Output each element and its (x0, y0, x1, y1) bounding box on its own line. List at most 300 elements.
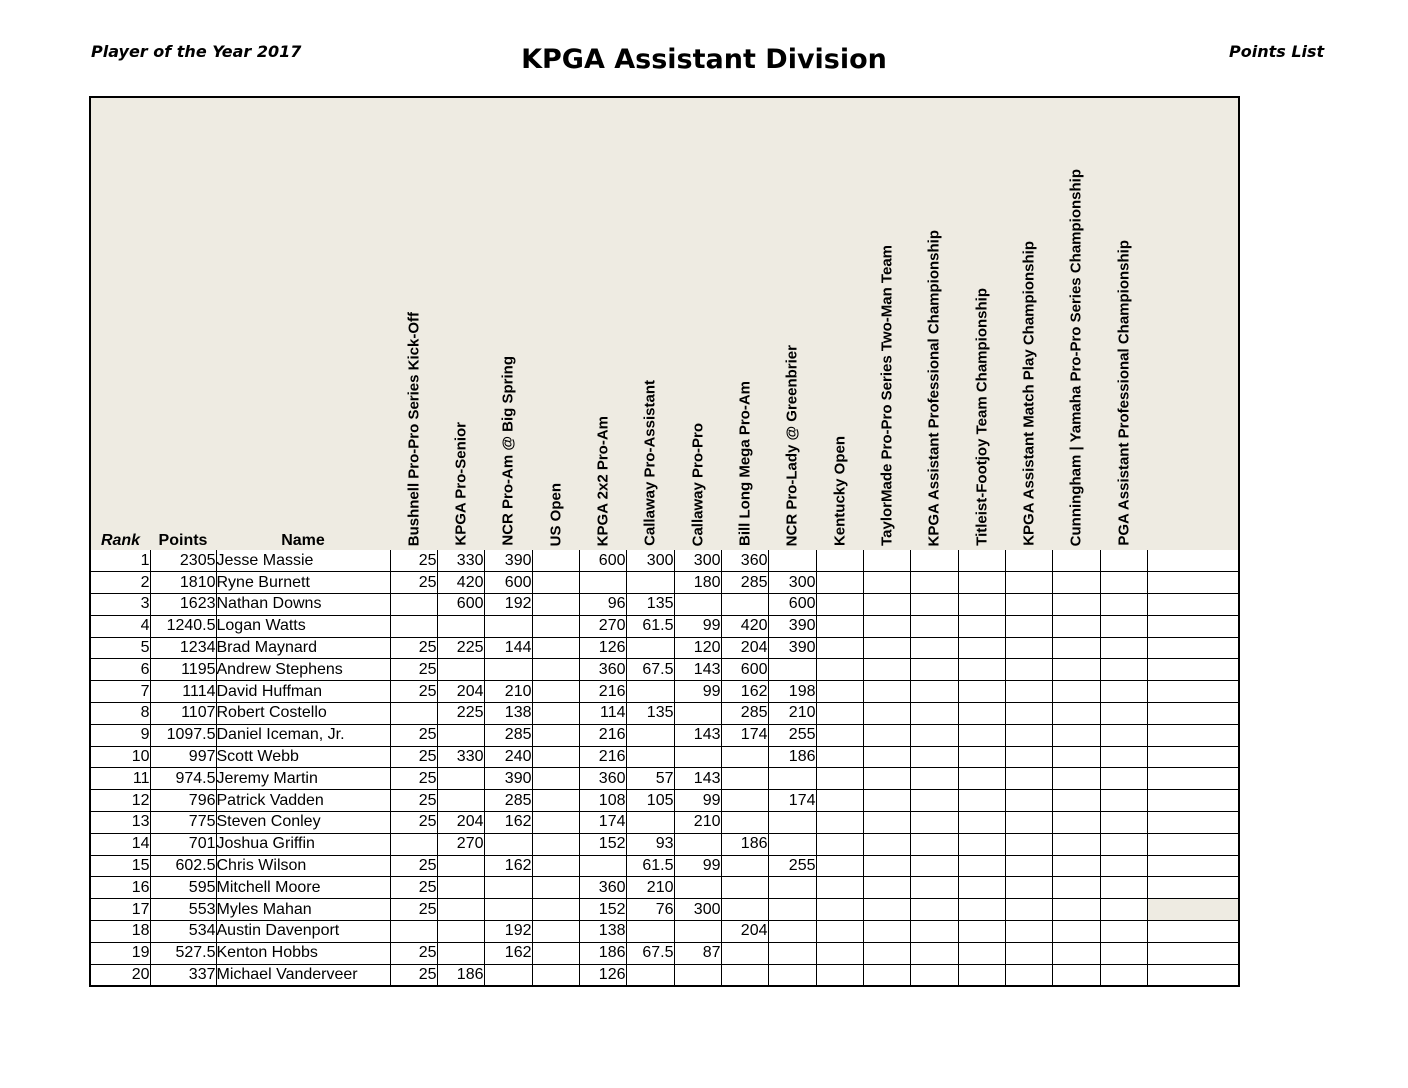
event-column-header (532, 97, 579, 550)
name-column-header: Name (216, 97, 390, 550)
score-cell (721, 942, 768, 964)
score-cell: 600 (484, 572, 532, 594)
event-column-header (768, 97, 816, 550)
rank-cell: 8 (90, 703, 150, 725)
score-cell (958, 681, 1005, 703)
score-cell (958, 572, 1005, 594)
score-cell (1052, 768, 1100, 790)
table-header-row (90, 97, 1239, 550)
score-cell (532, 877, 579, 899)
score-cell (816, 768, 863, 790)
rank-cell: 2 (90, 572, 150, 594)
score-cell (816, 572, 863, 594)
score-cell (1100, 703, 1147, 725)
score-cell (768, 659, 816, 681)
score-cell (863, 703, 910, 725)
score-cell (863, 942, 910, 964)
score-cell (1100, 833, 1147, 855)
score-cell (1100, 659, 1147, 681)
score-cell (674, 877, 721, 899)
score-cell (1005, 812, 1052, 834)
player-name-cell: Scott Webb (216, 746, 390, 768)
row-spacer-cell (1147, 724, 1239, 746)
score-cell (532, 659, 579, 681)
score-cell (816, 790, 863, 812)
score-cell (1052, 724, 1100, 746)
score-cell (910, 594, 958, 616)
score-cell (910, 921, 958, 943)
points-table (89, 96, 1240, 987)
score-cell (1005, 550, 1052, 572)
score-cell (768, 833, 816, 855)
table-row (90, 550, 1239, 572)
score-cell: 25 (390, 724, 437, 746)
row-spacer-cell (1147, 703, 1239, 725)
points-cell: 974.5 (150, 768, 216, 790)
score-cell (768, 942, 816, 964)
score-cell (626, 812, 674, 834)
score-cell: 120 (674, 637, 721, 659)
rank-cell: 11 (90, 768, 150, 790)
score-cell: 144 (484, 637, 532, 659)
event-column-label: Callaway Pro-Assistant (641, 380, 659, 546)
rank-cell: 10 (90, 746, 150, 768)
event-column-label: KPGA Pro-Senior (452, 422, 469, 546)
score-cell: 204 (437, 812, 484, 834)
score-cell (816, 833, 863, 855)
score-cell (816, 942, 863, 964)
points-cell: 2305 (150, 550, 216, 572)
score-cell (437, 724, 484, 746)
points-cell: 1114 (150, 681, 216, 703)
points-column-header: Points (150, 97, 216, 550)
player-name-cell: Joshua Griffin (216, 833, 390, 855)
table-row (90, 681, 1239, 703)
points-cell: 1195 (150, 659, 216, 681)
score-cell (863, 724, 910, 746)
score-cell: 25 (390, 637, 437, 659)
rank-cell: 6 (90, 659, 150, 681)
rank-cell: 9 (90, 724, 150, 746)
score-cell (768, 899, 816, 921)
score-cell (1005, 637, 1052, 659)
score-cell (437, 921, 484, 943)
table-row (90, 812, 1239, 834)
score-cell (674, 594, 721, 616)
score-cell (1052, 899, 1100, 921)
score-cell (1052, 659, 1100, 681)
score-cell (910, 724, 958, 746)
points-cell: 1107 (150, 703, 216, 725)
score-cell: 420 (437, 572, 484, 594)
event-column-header (863, 97, 910, 550)
event-column-label: Bushnell Pro-Pro Series Kick-Off (405, 311, 422, 546)
score-cell: 57 (626, 768, 674, 790)
score-cell: 25 (390, 550, 437, 572)
score-cell (816, 724, 863, 746)
score-cell (437, 768, 484, 790)
score-cell (958, 659, 1005, 681)
score-cell (1100, 921, 1147, 943)
score-cell (484, 964, 532, 986)
score-cell (768, 877, 816, 899)
score-cell (863, 637, 910, 659)
score-cell: 25 (390, 877, 437, 899)
score-cell (532, 899, 579, 921)
score-cell (1005, 921, 1052, 943)
score-cell: 390 (768, 637, 816, 659)
score-cell: 99 (674, 855, 721, 877)
score-cell (390, 615, 437, 637)
score-cell (721, 855, 768, 877)
rank-cell: 19 (90, 942, 150, 964)
player-name-cell: Robert Costello (216, 703, 390, 725)
score-cell: 67.5 (626, 659, 674, 681)
score-cell (958, 942, 1005, 964)
score-cell (532, 812, 579, 834)
score-cell (958, 964, 1005, 986)
points-cell: 775 (150, 812, 216, 834)
score-cell: 300 (626, 550, 674, 572)
table-row (90, 659, 1239, 681)
row-spacer-cell (1147, 659, 1239, 681)
event-column-header (484, 97, 532, 550)
score-cell (768, 550, 816, 572)
table-row (90, 921, 1239, 943)
score-cell: 285 (484, 724, 532, 746)
score-cell (437, 790, 484, 812)
score-cell: 600 (721, 659, 768, 681)
table-row (90, 899, 1239, 921)
score-cell (958, 921, 1005, 943)
score-cell: 216 (579, 724, 626, 746)
event-column-label: TaylorMade Pro-Pro Series Two-Man Team (878, 245, 895, 546)
score-cell (437, 855, 484, 877)
score-cell: 225 (437, 637, 484, 659)
player-name-cell: Austin Davenport (216, 921, 390, 943)
score-cell (1052, 833, 1100, 855)
score-cell (674, 703, 721, 725)
event-column-label: KPGA Assistant Match Play Championship (1020, 241, 1037, 546)
score-cell: 210 (484, 681, 532, 703)
event-column-header (1100, 97, 1147, 550)
score-cell: 270 (437, 833, 484, 855)
score-cell: 255 (768, 855, 816, 877)
score-cell (863, 594, 910, 616)
score-cell: 186 (768, 746, 816, 768)
score-cell (768, 768, 816, 790)
table-row (90, 724, 1239, 746)
score-cell (910, 615, 958, 637)
score-cell: 25 (390, 659, 437, 681)
score-cell: 138 (484, 703, 532, 725)
score-cell (816, 877, 863, 899)
points-cell: 337 (150, 964, 216, 986)
row-spacer-cell (1147, 637, 1239, 659)
event-column-header (816, 97, 863, 550)
score-cell (863, 899, 910, 921)
score-cell: 25 (390, 964, 437, 986)
score-cell: 360 (579, 877, 626, 899)
row-spacer-cell (1147, 790, 1239, 812)
score-cell (1052, 746, 1100, 768)
score-cell (532, 572, 579, 594)
score-cell: 330 (437, 746, 484, 768)
score-cell: 210 (626, 877, 674, 899)
score-cell: 162 (484, 855, 532, 877)
score-cell (721, 877, 768, 899)
player-name-cell: Steven Conley (216, 812, 390, 834)
score-cell (1052, 637, 1100, 659)
score-cell: 210 (768, 703, 816, 725)
score-cell (816, 681, 863, 703)
score-cell: 87 (674, 942, 721, 964)
score-cell (958, 550, 1005, 572)
score-cell: 390 (484, 768, 532, 790)
player-name-cell: Brad Maynard (216, 637, 390, 659)
event-column-header (579, 97, 626, 550)
event-column-header (1005, 97, 1052, 550)
score-cell (1052, 594, 1100, 616)
score-cell (1100, 681, 1147, 703)
score-cell: 61.5 (626, 615, 674, 637)
score-cell (863, 921, 910, 943)
score-cell (1052, 877, 1100, 899)
event-column-label: Bill Long Mega Pro-Am (736, 381, 753, 546)
rank-cell: 20 (90, 964, 150, 986)
points-cell: 796 (150, 790, 216, 812)
score-cell: 186 (721, 833, 768, 855)
score-cell (1005, 768, 1052, 790)
score-cell: 300 (674, 550, 721, 572)
table-row (90, 942, 1239, 964)
score-cell: 225 (437, 703, 484, 725)
score-cell (910, 964, 958, 986)
score-cell (863, 768, 910, 790)
score-cell (721, 964, 768, 986)
event-column-header (958, 97, 1005, 550)
score-cell (626, 637, 674, 659)
event-column-header (721, 97, 768, 550)
list-label: Points List (1229, 42, 1325, 61)
score-cell (958, 615, 1005, 637)
score-cell: 135 (626, 703, 674, 725)
points-cell: 1234 (150, 637, 216, 659)
points-cell: 1240.5 (150, 615, 216, 637)
score-cell (1100, 637, 1147, 659)
score-cell: 25 (390, 572, 437, 594)
score-cell: 126 (579, 637, 626, 659)
score-cell (437, 615, 484, 637)
score-cell (910, 855, 958, 877)
score-cell (626, 921, 674, 943)
score-cell (532, 790, 579, 812)
score-cell (910, 768, 958, 790)
score-cell (863, 550, 910, 572)
score-cell (532, 594, 579, 616)
event-column-label: NCR Pro-Am @ Big Spring (499, 356, 517, 546)
rank-cell: 14 (90, 833, 150, 855)
score-cell (1005, 703, 1052, 725)
table-row (90, 746, 1239, 768)
row-spacer-cell (1147, 572, 1239, 594)
player-name-cell: Ryne Burnett (216, 572, 390, 594)
score-cell: 360 (721, 550, 768, 572)
score-cell: 360 (579, 768, 626, 790)
score-cell (863, 964, 910, 986)
score-cell (532, 746, 579, 768)
score-cell (1100, 550, 1147, 572)
row-spacer-cell (1147, 877, 1239, 899)
rank-cell: 13 (90, 812, 150, 834)
table-row (90, 768, 1239, 790)
score-cell: 240 (484, 746, 532, 768)
score-cell (816, 899, 863, 921)
score-cell (1052, 855, 1100, 877)
score-cell (768, 964, 816, 986)
score-cell: 152 (579, 899, 626, 921)
rank-cell: 7 (90, 681, 150, 703)
points-cell: 553 (150, 899, 216, 921)
score-cell: 25 (390, 768, 437, 790)
score-cell: 162 (721, 681, 768, 703)
event-column-label: Kentucky Open (831, 435, 848, 546)
score-cell (532, 681, 579, 703)
player-name-cell: Andrew Stephens (216, 659, 390, 681)
score-cell (816, 550, 863, 572)
score-cell: 126 (579, 964, 626, 986)
score-cell: 330 (437, 550, 484, 572)
score-cell: 600 (437, 594, 484, 616)
score-cell (721, 812, 768, 834)
score-cell (1100, 615, 1147, 637)
score-cell (437, 942, 484, 964)
score-cell (958, 724, 1005, 746)
score-cell (910, 942, 958, 964)
score-cell (958, 637, 1005, 659)
event-column-header (674, 97, 721, 550)
score-cell (484, 659, 532, 681)
points-cell: 1097.5 (150, 724, 216, 746)
row-spacer-cell (1147, 594, 1239, 616)
score-cell (674, 833, 721, 855)
score-cell: 204 (721, 637, 768, 659)
score-cell: 186 (579, 942, 626, 964)
points-cell: 534 (150, 921, 216, 943)
score-cell: 192 (484, 594, 532, 616)
event-column-header (437, 97, 484, 550)
player-name-cell: Jeremy Martin (216, 768, 390, 790)
score-cell: 162 (484, 942, 532, 964)
event-column-label: PGA Assistant Professional Championship (1115, 240, 1132, 546)
score-cell: 99 (674, 681, 721, 703)
score-cell (863, 572, 910, 594)
row-spacer-cell (1147, 964, 1239, 986)
player-name-cell: Mitchell Moore (216, 877, 390, 899)
rank-cell: 15 (90, 855, 150, 877)
score-cell (863, 790, 910, 812)
score-cell (484, 615, 532, 637)
score-cell: 285 (484, 790, 532, 812)
points-cell: 997 (150, 746, 216, 768)
score-cell: 99 (674, 790, 721, 812)
row-spacer-cell (1147, 812, 1239, 834)
score-cell (532, 550, 579, 572)
score-cell: 67.5 (626, 942, 674, 964)
score-cell (910, 703, 958, 725)
score-cell (721, 768, 768, 790)
score-cell (1005, 942, 1052, 964)
score-cell: 300 (768, 572, 816, 594)
score-cell (626, 746, 674, 768)
table-row (90, 964, 1239, 986)
score-cell: 61.5 (626, 855, 674, 877)
score-cell (910, 659, 958, 681)
score-cell (721, 899, 768, 921)
score-cell (958, 790, 1005, 812)
score-cell (958, 594, 1005, 616)
score-cell (1100, 942, 1147, 964)
score-cell (910, 899, 958, 921)
score-cell (1100, 768, 1147, 790)
score-cell: 210 (674, 812, 721, 834)
score-cell (863, 833, 910, 855)
score-cell (532, 703, 579, 725)
score-cell: 216 (579, 746, 626, 768)
score-cell (1100, 964, 1147, 986)
score-cell (816, 855, 863, 877)
table-row (90, 855, 1239, 877)
score-cell (626, 964, 674, 986)
score-cell (1100, 877, 1147, 899)
player-name-cell: Jesse Massie (216, 550, 390, 572)
points-cell: 527.5 (150, 942, 216, 964)
score-cell: 99 (674, 615, 721, 637)
score-cell (1005, 855, 1052, 877)
score-cell (390, 833, 437, 855)
rank-cell: 17 (90, 899, 150, 921)
score-cell (390, 594, 437, 616)
season-label: Player of the Year 2017 (91, 42, 302, 61)
score-cell: 420 (721, 615, 768, 637)
score-cell (1100, 812, 1147, 834)
score-cell (674, 964, 721, 986)
score-cell (910, 877, 958, 899)
score-cell: 105 (626, 790, 674, 812)
score-cell (816, 659, 863, 681)
score-cell: 25 (390, 790, 437, 812)
score-cell (437, 899, 484, 921)
score-cell (579, 855, 626, 877)
score-cell (863, 615, 910, 637)
score-cell: 192 (484, 921, 532, 943)
score-cell (1005, 746, 1052, 768)
score-cell (958, 768, 1005, 790)
score-cell (863, 746, 910, 768)
score-cell: 93 (626, 833, 674, 855)
score-cell (1052, 812, 1100, 834)
points-cell: 1623 (150, 594, 216, 616)
player-name-cell: Myles Mahan (216, 899, 390, 921)
score-cell (626, 724, 674, 746)
score-cell (390, 921, 437, 943)
score-cell (1100, 594, 1147, 616)
row-spacer-cell (1147, 746, 1239, 768)
score-cell: 96 (579, 594, 626, 616)
score-cell: 25 (390, 899, 437, 921)
score-cell: 600 (768, 594, 816, 616)
table-row (90, 637, 1239, 659)
